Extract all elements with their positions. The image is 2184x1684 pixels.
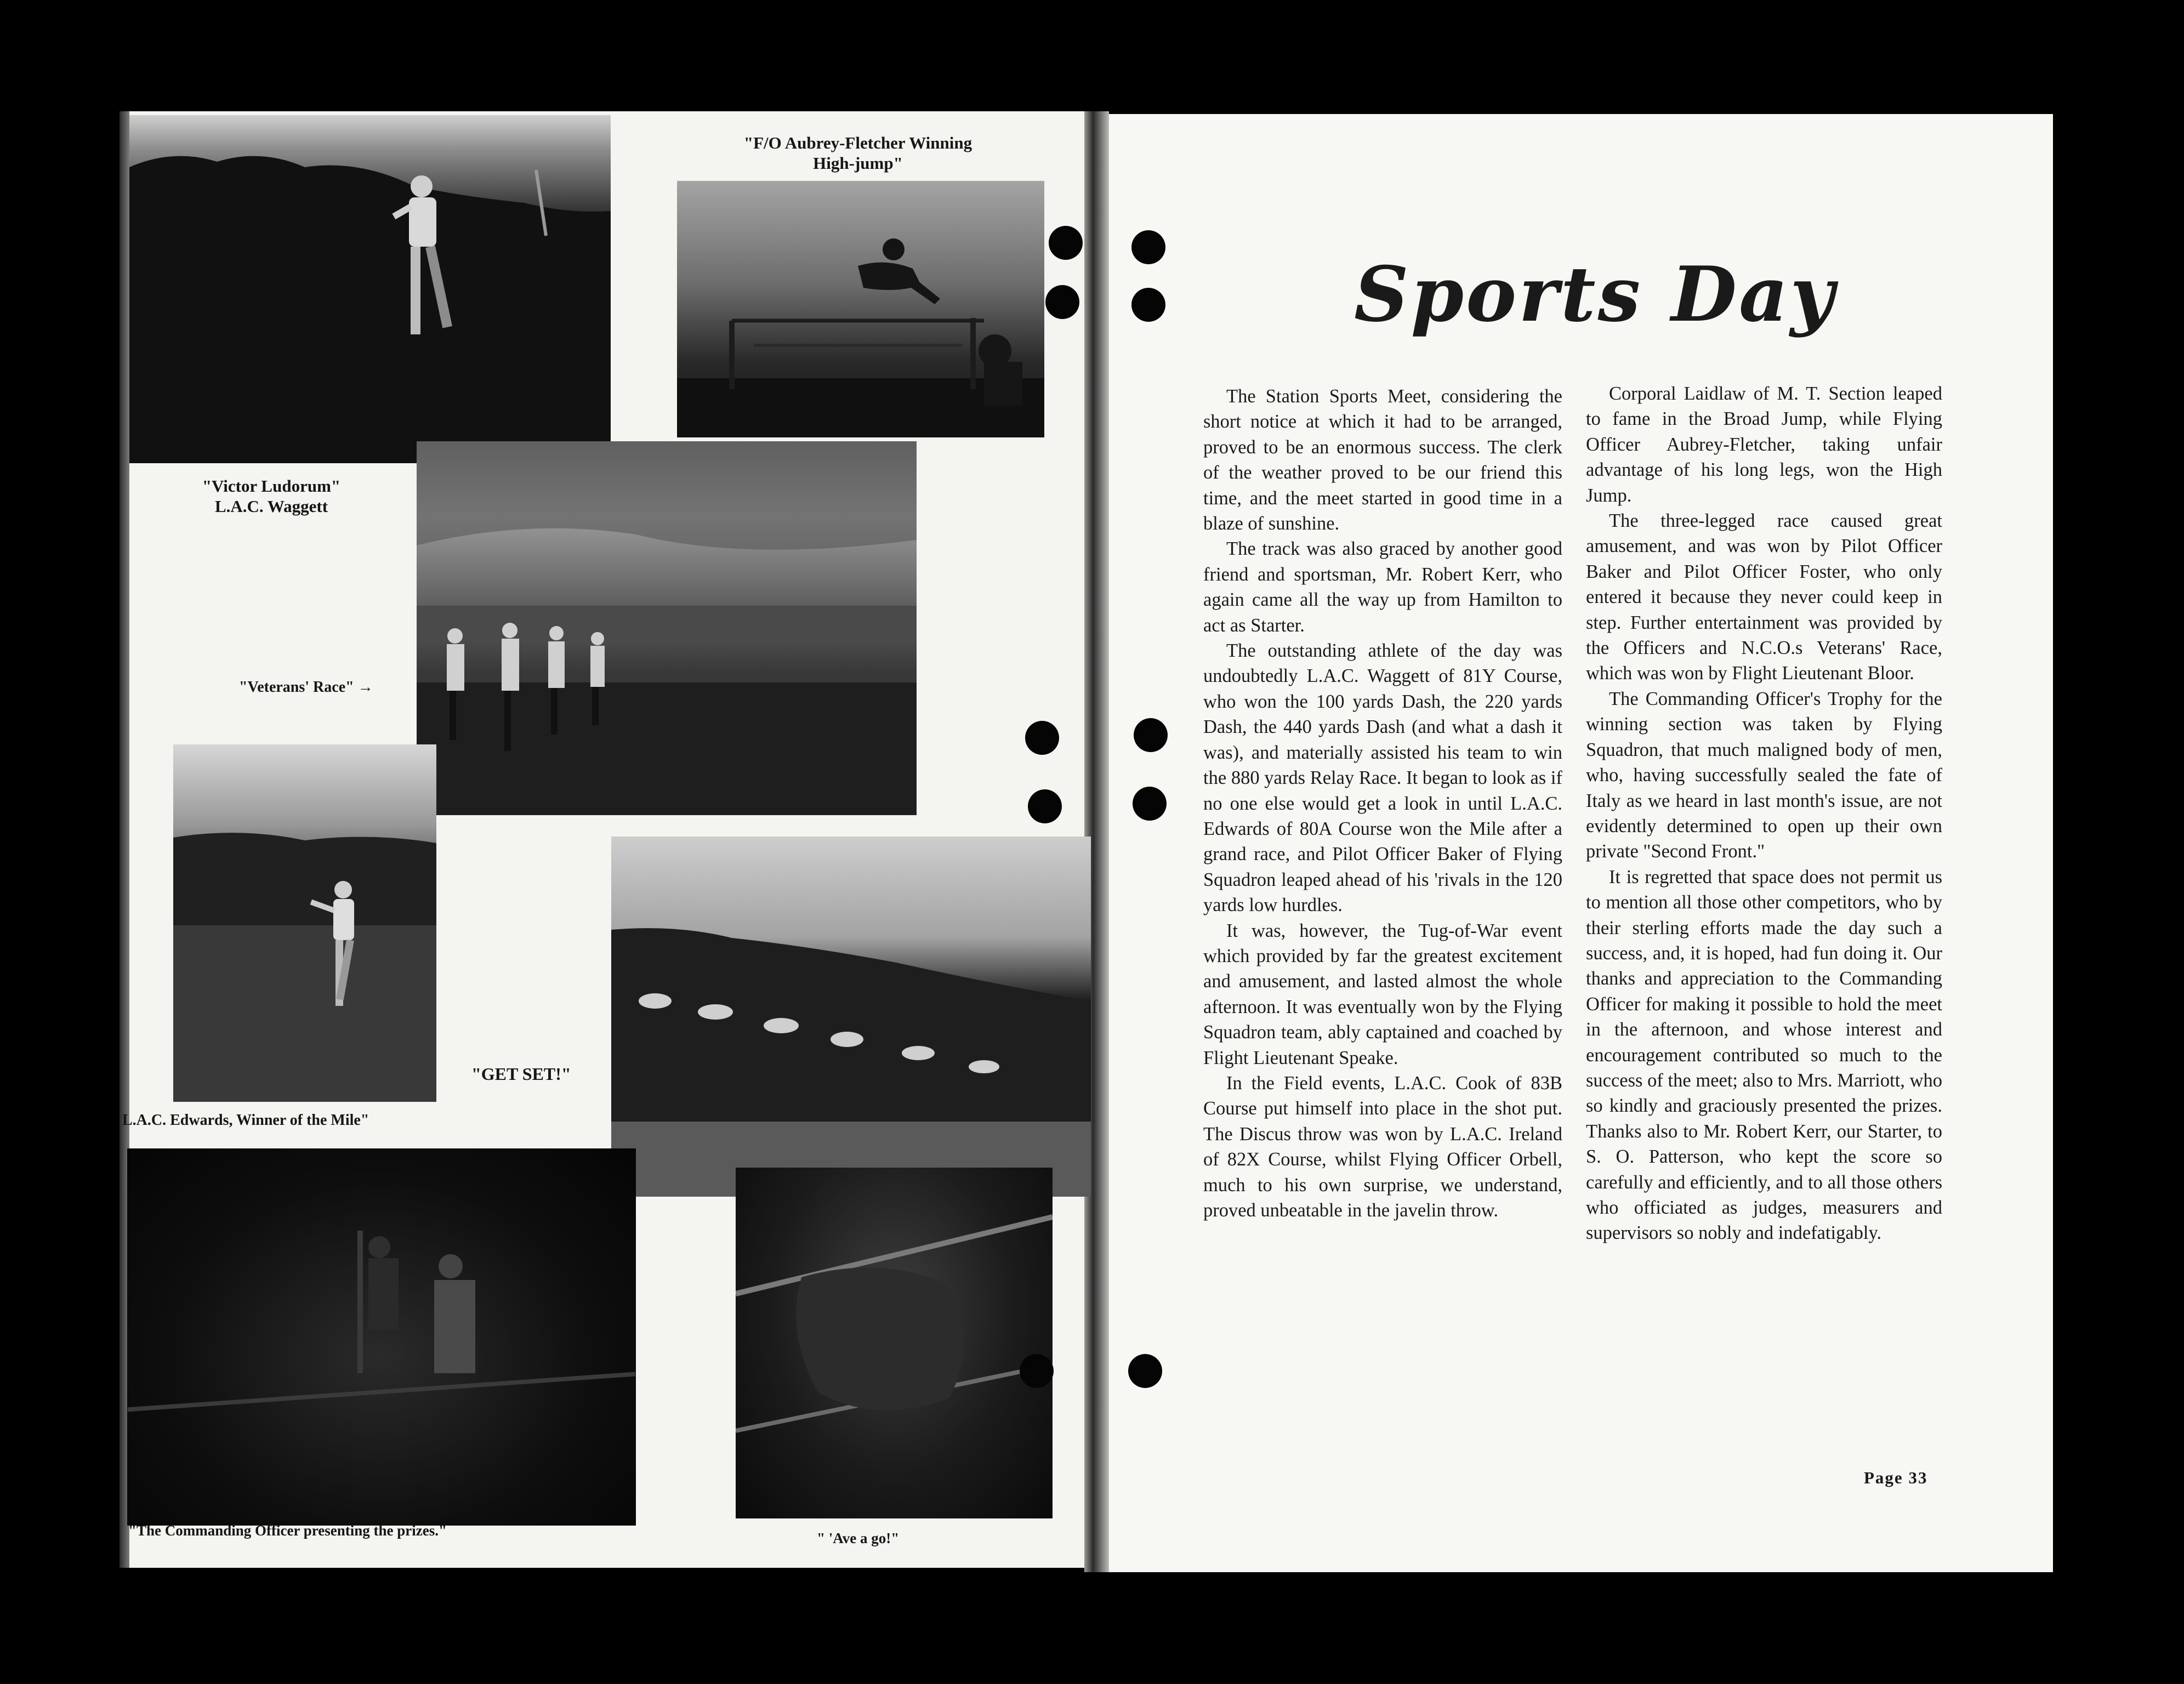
article-paragraph: It is regretted that space does not permit us to mention all those other competitors, who by their sterling efforts made the day such a success, and, it is hoped, had fun doing it. Our thanks and appreciation to the Commanding Officer for making it possible to hold the meet in the afternoon, and whose interest and encouragement contributed so much to the success of the meet; also to Mrs. Marriott, who so kindly and graciously presented the prizes. Thanks also to Mr. Robert Kerr, our Starter, to S. O. Patterson, who kept the score so carefully and efficiently, and to all those others who officiated as judges, measurers and supervisors so nobly and indefatigably. — [1586, 866, 1942, 1244]
caption-get-set: "GET SET!" — [471, 1064, 571, 1084]
photo-veterans-race — [417, 441, 917, 815]
photo-edwards-mile — [173, 744, 436, 1102]
binder-hole — [1133, 787, 1167, 821]
binder-hole — [1134, 718, 1168, 752]
caption-edwards: L.A.C. Edwards, Winner of the Mile" — [122, 1112, 369, 1129]
caption-high-jump: "F/O Aubrey-Fletcher Winning High-jump" — [743, 133, 972, 173]
article-title: Sports Day — [1354, 249, 1836, 339]
article-paragraph: Corporal Laidlaw of M. T. Section leaped to fame in the Broad Jump, while Flying Officer Aubrey-Fletcher, taking unfair advantage of his long legs, won the High Jump. — [1586, 383, 1942, 506]
arrow-right-icon: → — [357, 679, 373, 696]
article-paragraph: The outstanding athlete of the day was undoubtedly L.A.C. Waggett of 81Y Course, who won the 100 yards Dash, the 220 yards Dash, the 440 yards Dash (and what a dash it was), and materially assisted his team to win the 880 yards Relay Race. It began to look as if no one else would get a look in until L.A.C. Edwards of 80A Course won the Mile after a grand race, and Pilot Officer Baker of Flying Squadron leaped ahead of his 'rivals in the 120 yards low hurdles. — [1203, 640, 1562, 916]
article-paragraph: In the Field events, L.A.C. Cook of 83B Course put himself into place in the shot put. The Discus throw was won by L.A.C. Ireland of 82X Course, whilst Flying Officer Orbell, much to his own surprise, we understand, proved unbeatable in the javelin throw. — [1203, 1072, 1562, 1221]
binder-hole — [1045, 285, 1079, 319]
caption-prizes: "The Commanding Officer presenting the prizes." — [128, 1522, 447, 1539]
binder-hole — [1028, 789, 1062, 823]
caption-veterans-text: "Veterans' Race" — [239, 679, 354, 696]
photo-ave-a-go — [736, 1168, 1053, 1518]
photo-prize-presentation — [127, 1148, 636, 1526]
article-paragraph: It was, however, the Tug-of-War event which provided by far the greatest excitement and amusement, and lasted almost the whole afternoon. It was eventually won by the Flying Squadron team, ably captained and coached by Flight Lieutenant Speake. — [1203, 920, 1562, 1068]
caption-victor-line2: L.A.C. Waggett — [214, 497, 328, 516]
binder-hole — [1020, 1354, 1054, 1388]
page-number: Page 33 — [1864, 1468, 1928, 1487]
binder-hole — [1025, 721, 1059, 755]
binder-hole — [1128, 1354, 1162, 1388]
caption-veterans-race — [239, 678, 373, 697]
photo-high-jump — [677, 181, 1044, 437]
binder-hole — [1049, 226, 1083, 260]
caption-ave-a-go: " 'Ave a go!" — [817, 1530, 900, 1546]
article-paragraph: The Station Sports Meet, considering the short notice at which it had to be arranged, proved to be an enormous success. The clerk of the weather proved to be our friend this time, and the meet started in good time in a blaze of sunshine. — [1203, 386, 1562, 534]
binder-hole — [1131, 230, 1165, 264]
caption-victor-line1: "Victor Ludorum" — [202, 476, 341, 496]
binder-hole — [1131, 288, 1165, 322]
article-column-left — [1203, 384, 1562, 1223]
article-paragraph: The three-legged race caused great amusement, and was won by Pilot Officer Baker and Pilot Officer Foster, who only entered it because they never could keep in step. Further entertainment was provided by the Officers and N.C.O.s Veterans' Race, which was won by Flight Lieutenant Bloor. — [1586, 510, 1942, 684]
article-paragraph: The Commanding Officer's Trophy for the winning section was taken by Flying Squadron, that much maligned body of men, who, having successfully sealed the fate of Italy as we heard in last month's issue, are not evidently determined to open up their own private "Second Front." — [1586, 688, 1942, 862]
article-paragraph: The track was also graced by another good friend and sportsman, Mr. Robert Kerr, who again came all the way up from Hamilton to act as Starter. — [1203, 538, 1562, 636]
photo-get-set — [611, 837, 1091, 1197]
article-column-right — [1586, 381, 1942, 1246]
photo-victor-ludorum — [129, 115, 611, 463]
caption-victor-ludorum — [181, 476, 362, 516]
